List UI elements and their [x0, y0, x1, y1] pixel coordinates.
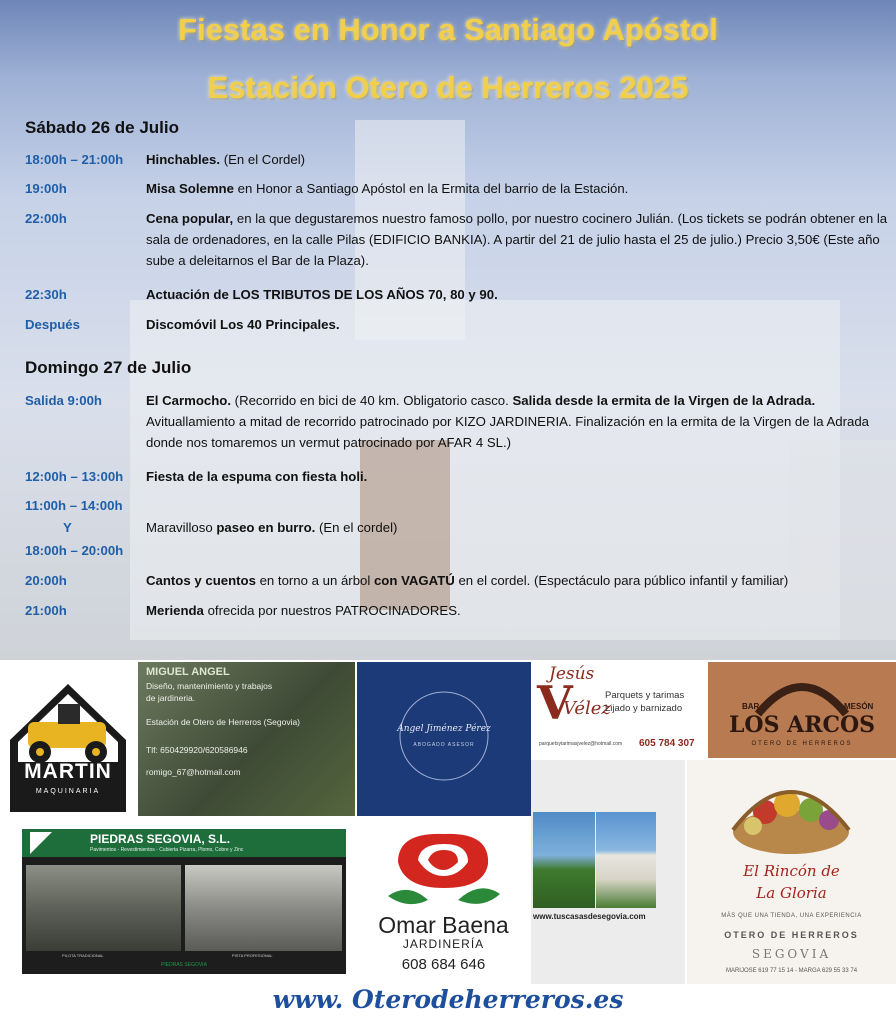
martin-name: MARTIN [24, 760, 112, 783]
event-description: Misa Solemne en Honor a Santiago Apóstol en la Ermita del barrio de la Estación. [146, 181, 629, 196]
event-time: 11:00h – 14:00h [25, 498, 123, 513]
rose-icon [358, 822, 529, 912]
miguel-line: Estación de Otero de Herreros (Segovia) [146, 717, 301, 727]
gloria-name-1: El Rincón de [743, 862, 840, 880]
event-description: Cena popular, en la que degustaremos nuestro famoso pollo, por nuestro cocinero Julián. (Los tickets se podrán obtener en la sala de ordenadores, en la calle Pilas (EDIFICIO BANKIA). A partir del 21 de julio hasta el 25 de julio.) Precio 3,50€ (Este año sube a deleitarnos el Bar de la Plaza). [146, 211, 888, 268]
event-time: 22:30h [25, 287, 67, 302]
jesus-v-mark: V [537, 676, 573, 730]
sponsor-omar-baena [358, 818, 529, 984]
sunday-heading: Domingo 27 de Julio [25, 358, 192, 377]
jesus-first-name: Jesús [549, 664, 595, 684]
event-time: Después [25, 317, 80, 332]
event-description: Fiesta de la espuma con fiesta holi. [146, 469, 368, 484]
piedras-caption: PISTA PROFESIONAL [232, 953, 273, 958]
angel-sub: ABOGADO ASESOR [413, 742, 475, 748]
omar-sub: JARDINERÍA [402, 937, 485, 951]
sponsor-los-arcos [708, 662, 896, 758]
sponsor-miguel-angel [138, 662, 355, 816]
miguel-line: de jardineria. [146, 693, 196, 703]
gloria-place: OTERO DE HERREROS [724, 930, 859, 940]
gloria-province: SEGOVIA [751, 947, 832, 961]
piedras-sub: Pavimentos - Revestimientos - Cubierta Pizarra, Plomo, Cobre y Zinc [90, 847, 244, 853]
miguel-line: Diseño, mantenimiento y trabajos [146, 681, 273, 691]
gloria-phones: MARIJOSE 619 77 15 14 - MARGA 629 55 33 74 [725, 968, 858, 974]
sponsor-jesus-velez [533, 662, 706, 758]
miguel-email: romigo_67@hotmail.com [146, 767, 241, 777]
signature-circle-icon [357, 662, 531, 816]
event-time: 12:00h – 13:00h [25, 469, 124, 484]
schedule-row [25, 495, 895, 561]
event-time: 19:00h [25, 181, 67, 196]
jesus-line: Parquets y tarimas [605, 690, 685, 701]
angel-signature: Ángel Jiménez Pérez [397, 724, 491, 734]
event-description: Merienda ofrecida por nuestros PATROCINADORES. [146, 603, 461, 618]
piedras-caption: PILOTA TRADICIONAL [62, 953, 104, 958]
saturday-heading: Sábado 26 de Julio [25, 118, 179, 137]
event-description: El Carmocho. (Recorrido en bici de 40 km. Obligatorio casco. Salida desde la ermita de la Virgen de la Adrada. Avituallamiento a mitad de recorrido patrocinado por KIZO JARDINERIA. Finalización en la ermita de la Virgen de la Adrada donde nos tomaremos un vermut patrocinado por AFAR 4 SL.) [146, 393, 869, 450]
sponsor-angel-jimenez [357, 662, 531, 816]
event-time: 20:00h [25, 573, 67, 588]
sponsor-piedras-segovia [22, 829, 346, 974]
piedras-photo-right [185, 865, 342, 951]
event-time: Salida 9:00h [25, 393, 102, 408]
casas-photo-left [533, 812, 595, 908]
arcos-bar: BAR [742, 702, 760, 711]
casas-photo-right [596, 812, 656, 908]
event-time: 18:00h – 20:00h [25, 543, 124, 558]
piedras-footer-name: PIEDRAS SEGOVIA [161, 962, 207, 968]
miguel-phone: Tlf: 650429920/620586946 [146, 745, 248, 755]
event-time: 22:00h [25, 211, 67, 226]
jesus-email: parquetsytarimasjvelez@hotmail.com [539, 741, 623, 747]
website-footer: www. Oterodeherreros.es [272, 985, 624, 1014]
omar-name: Omar Baena [378, 912, 509, 938]
event-description: Cantos y cuentos en torno a un árbol con VAGATÚ en el cordel. (Espectáculo para público infantil y familiar) [146, 573, 789, 588]
piedras-photo-left [26, 865, 181, 951]
event-description: Discomóvil Los 40 Principales. [146, 317, 340, 332]
title-line-1: Fiestas en Honor a Santiago Apóstol [178, 12, 718, 47]
jesus-last-name: Vélez [563, 698, 611, 719]
sponsor-rincon-gloria [687, 760, 896, 984]
omar-phone: 608 684 646 [401, 956, 486, 973]
arcos-meson: MESÓN [844, 702, 874, 711]
martin-sub: MAQUINARIA [35, 788, 101, 795]
arcos-place: OTERO DE HERREROS [751, 741, 853, 747]
food-basket-icon [687, 760, 896, 860]
sponsor-martin [0, 662, 136, 824]
event-time: 18:00h – 21:00h [25, 152, 124, 167]
event-time: 21:00h [25, 603, 67, 618]
piedras-logo-icon [28, 830, 88, 856]
arcos-name: LOS ARCOS [728, 712, 876, 738]
casas-url: www.tuscasasdesegovia.com [533, 912, 646, 921]
title-line-2: Estación Otero de Herreros 2025 [207, 70, 689, 105]
event-description: Actuación de LOS TRIBUTOS DE LOS AÑOS 70, 80 y 90. [146, 287, 498, 302]
event-time-and: Y [63, 520, 72, 535]
event-description: Hinchables. (En el Cordel) [146, 152, 306, 167]
event-description: Maravilloso paseo en burro. (En el cordel) [146, 520, 398, 535]
jesus-phone: 605 784 307 [639, 738, 695, 749]
sponsor-tus-casas [531, 760, 685, 984]
gloria-name-2: La Gloria [756, 884, 827, 902]
gloria-tagline: MÁS QUE UNA TIENDA, UNA EXPERIENCIA [721, 913, 862, 919]
piedras-name: PIEDRAS SEGOVIA, S.L. [90, 832, 231, 846]
lawn-mower-icon [0, 662, 136, 824]
miguel-name: MIGUEL ANGEL [146, 666, 230, 678]
jesus-line: Lijado y barnizado [605, 703, 683, 714]
